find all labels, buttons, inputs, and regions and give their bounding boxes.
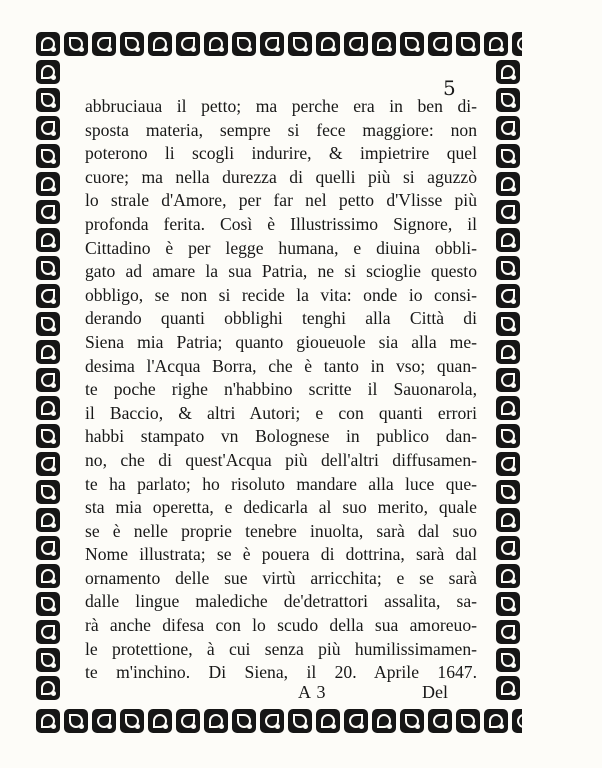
page-number: 5 — [443, 76, 456, 100]
border-ornament-tile — [496, 144, 520, 168]
border-ornament-tile — [232, 709, 256, 733]
border-ornament-tile — [372, 709, 396, 733]
text-line: poterono li scogli indurire, & impietrire quel — [85, 143, 477, 164]
border-ornament-tile — [36, 284, 60, 308]
border-ornament-tile — [36, 200, 60, 224]
border-ornament-tile — [496, 228, 520, 252]
border-ornament-tile — [36, 144, 60, 168]
border-ornament-tile — [204, 32, 228, 56]
border-ornament-tile — [36, 536, 60, 560]
border-ornament-tile — [496, 480, 520, 504]
border-ornament-tile — [260, 32, 284, 56]
border-ornament-tile — [36, 116, 60, 140]
text-line: rà anche difesa con lo scudo della sua amoreuo- — [85, 615, 477, 636]
border-ornament-tile — [36, 564, 60, 588]
text-line: se è nelle proprie tenebre inuolta, sarà dal suo — [85, 520, 477, 541]
text-line: gato ad amare la sua Patria, ne si scioglie questo — [85, 261, 477, 282]
border-ornament-tile — [36, 88, 60, 112]
border-ornament-tile — [400, 709, 424, 733]
border-ornament-tile — [316, 709, 340, 733]
border-ornament-tile — [496, 116, 520, 140]
border-ornament-tile — [64, 32, 88, 56]
border-ornament-tile — [36, 172, 60, 196]
border-ornament-tile — [36, 424, 60, 448]
text-line: Nome illustrata; se è pouera di dottrina, sarà dal — [85, 544, 477, 565]
border-ornament-tile — [36, 508, 60, 532]
border-ornament-tile — [148, 709, 172, 733]
ornamental-border-right — [494, 58, 522, 707]
text-line: lo strale d'Amore, per far nel petto d'Vlisse più — [85, 190, 477, 211]
border-ornament-tile — [36, 452, 60, 476]
text-line: dalle lingue malediche de'detrattori assalita, sa- — [85, 591, 477, 612]
border-ornament-tile — [512, 32, 522, 56]
ornamental-border-bottom — [34, 707, 522, 735]
text-line: te poche righe n'habbino scritte il Sauonarola, — [85, 379, 477, 400]
border-ornament-tile — [496, 452, 520, 476]
border-ornament-tile — [36, 256, 60, 280]
border-ornament-tile — [344, 709, 368, 733]
text-line: il Baccio, & altri Autori; e con quanti errori — [85, 402, 477, 423]
border-ornament-tile — [36, 60, 60, 84]
border-ornament-tile — [120, 32, 144, 56]
ornamental-border-top — [34, 30, 522, 58]
border-ornament-tile — [204, 709, 228, 733]
text-line: sposta materia, sempre si fece maggiore: non — [85, 119, 477, 140]
border-ornament-tile — [36, 32, 60, 56]
text-line: no, che di quest'Acqua più dell'altri diffusamen- — [85, 449, 477, 470]
border-ornament-tile — [176, 32, 200, 56]
border-ornament-tile — [36, 648, 60, 672]
border-ornament-tile — [92, 709, 116, 733]
border-ornament-tile — [428, 32, 452, 56]
border-ornament-tile — [496, 172, 520, 196]
border-ornament-tile — [496, 508, 520, 532]
border-ornament-tile — [176, 709, 200, 733]
text-line: le protettione, à cui senza più humilissimamen- — [85, 638, 477, 659]
border-ornament-tile — [496, 564, 520, 588]
border-ornament-tile — [36, 592, 60, 616]
border-ornament-tile — [36, 620, 60, 644]
border-ornament-tile — [232, 32, 256, 56]
border-ornament-tile — [148, 32, 172, 56]
border-ornament-tile — [512, 709, 522, 733]
ornamental-border-left — [34, 58, 62, 707]
border-ornament-tile — [36, 709, 60, 733]
border-ornament-tile — [484, 709, 508, 733]
border-ornament-tile — [92, 32, 116, 56]
text-line: cuore; ma nella durezza di quelli più si aguzzò — [85, 166, 477, 187]
border-ornament-tile — [36, 228, 60, 252]
border-ornament-tile — [496, 88, 520, 112]
text-line: habbi stampato vn Bolognese in publico dan- — [85, 426, 477, 447]
border-ornament-tile — [36, 480, 60, 504]
border-ornament-tile — [496, 592, 520, 616]
border-ornament-tile — [372, 32, 396, 56]
border-ornament-tile — [36, 396, 60, 420]
border-ornament-tile — [496, 284, 520, 308]
border-ornament-tile — [64, 709, 88, 733]
dedication-text — [85, 95, 477, 685]
border-ornament-tile — [456, 709, 480, 733]
text-line: abbruciaua il petto; ma perche era in ben di- — [85, 96, 477, 116]
border-ornament-tile — [36, 340, 60, 364]
border-ornament-tile — [484, 32, 508, 56]
text-line: Siena mia Patria; quanto gioueuole sia alla me- — [85, 331, 477, 352]
border-ornament-tile — [36, 676, 60, 700]
border-ornament-tile — [288, 709, 312, 733]
border-ornament-tile — [316, 32, 340, 56]
border-ornament-tile — [496, 676, 520, 700]
border-ornament-tile — [36, 368, 60, 392]
border-ornament-tile — [496, 60, 520, 84]
text-line: Cittadino è per legge humana, e diuina obbli- — [85, 237, 477, 258]
text-line: obbligo, se non si recide la vita: onde io consi- — [85, 284, 477, 305]
border-ornament-tile — [496, 312, 520, 336]
text-line: ornamento delle sue virtù arricchita; e se sarà — [85, 567, 477, 588]
catchword: Del — [422, 682, 448, 702]
text-line: sta mia operetta, e dedicarla al suo merito, quale — [85, 497, 477, 518]
border-ornament-tile — [496, 424, 520, 448]
border-ornament-tile — [496, 340, 520, 364]
border-ornament-tile — [36, 312, 60, 336]
text-line: desima l'Acqua Borra, che è tanto in vso; quan- — [85, 355, 477, 376]
border-ornament-tile — [428, 709, 452, 733]
border-ornament-tile — [496, 396, 520, 420]
border-ornament-tile — [496, 620, 520, 644]
border-ornament-tile — [288, 32, 312, 56]
border-ornament-tile — [260, 709, 284, 733]
border-ornament-tile — [344, 32, 368, 56]
border-ornament-tile — [120, 709, 144, 733]
border-ornament-tile — [456, 32, 480, 56]
text-line: profonda ferita. Così è Illustrissimo Signore, il — [85, 213, 477, 234]
border-ornament-tile — [400, 32, 424, 56]
signature-mark: A 3 — [298, 682, 327, 702]
border-ornament-tile — [496, 536, 520, 560]
text-line: te ha parlato; ho risoluto mandare alla luce que- — [85, 473, 477, 494]
text-line: derando quanti obblighi tenghi alla Città di — [85, 308, 477, 329]
border-ornament-tile — [496, 368, 520, 392]
border-ornament-tile — [496, 256, 520, 280]
border-ornament-tile — [496, 200, 520, 224]
text-line: te m'inchino. Di Siena, il 20. Aprile 1647. — [85, 662, 477, 683]
border-ornament-tile — [496, 648, 520, 672]
